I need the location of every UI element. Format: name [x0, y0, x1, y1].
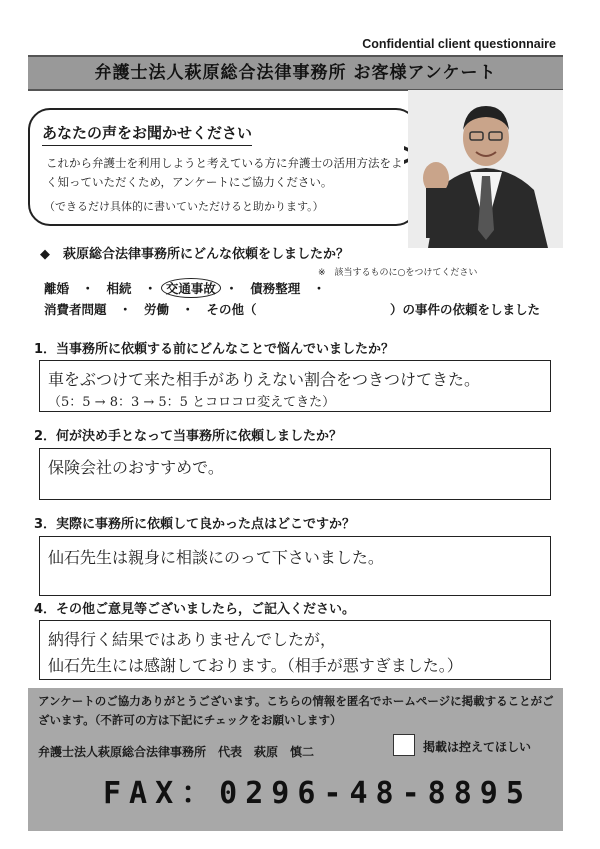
circle-hint: ※ 該当するものに○をつけてください [318, 268, 478, 278]
page-title: 弁護士法人萩原総合法律事務所 お客様アンケート [94, 63, 497, 83]
service-options-row1 [44, 278, 325, 298]
answer-box-3[interactable] [39, 536, 551, 596]
lawyer-photo [408, 90, 563, 248]
title-bar [28, 55, 563, 91]
intro-body: これから弁護士を利用しようと考えている方に弁護士の活用方法をよく知っていただくため，アンケートにご協力ください。 [46, 156, 403, 189]
answer-box-1[interactable] [39, 360, 551, 412]
answer-3-line1: 仙石先生は親身に相談にのって下さいました。 [48, 548, 384, 567]
service-options-row2: 消費者問題 ・ 労働 ・ その他（ [44, 302, 257, 317]
fax-number: FAX：0296-48-8895 [103, 776, 532, 811]
confidential-label: Confidential client questionnaire [362, 37, 556, 51]
person-icon [408, 90, 563, 248]
service-question: ◆ 萩原総合法律事務所にどんな依頼をしましたか？ [40, 247, 349, 262]
answer-box-2[interactable] [39, 448, 551, 500]
question-3: 3．実際に事務所に依頼して良かった点はどこですか？ [34, 517, 356, 532]
answer-1-line2: （5：5 → 8：3 → 5：5 とコロコロ変えてきた） [48, 395, 336, 410]
question-4: 4．その他ご意見等ございましたら，ご記入ください。 [34, 602, 356, 617]
question-2: 2．何が決め手となって当事務所に依頼しましたか？ [34, 429, 343, 444]
answer-4-line2: 仙石先生には感謝しております。（相手が悪すぎました。） [48, 656, 463, 675]
option-group-1: 離婚 ・ 相続 ・ [44, 281, 157, 296]
firm-representative: 弁護士法人萩原総合法律事務所 代表 萩原 慎二 [38, 745, 315, 759]
option-group-2: ・ 債務整理 ・ [225, 281, 326, 296]
selected-option-traffic[interactable]: 交通事故 [161, 278, 221, 298]
answer-box-4[interactable] [39, 620, 551, 680]
answer-2-line1: 保険会社のおすすめで。 [48, 458, 224, 477]
intro-note: （できるだけ具体的に書いていただけると助かります。） [44, 200, 324, 213]
no-publish-label: 掲載は控えてほしい [423, 740, 532, 754]
intro-heading: あなたの声をお聞かせください [42, 122, 252, 146]
service-suffix: ）の事件の依頼をしました [390, 302, 541, 317]
answer-4-line1: 納得行く結果ではありませんでしたが， [48, 630, 337, 649]
footer-panel [28, 688, 563, 831]
speech-bubble [28, 108, 418, 226]
no-publish-checkbox[interactable] [393, 734, 415, 756]
question-1: 1．当事務所に依頼する前にどんなことで悩んでいましたか？ [34, 342, 395, 357]
answer-1-line1: 車をぶつけて来た相手がありえない割合をつきつけてきた。 [48, 370, 481, 389]
footer-thanks: アンケートのご協力ありがとうございます。こちらの情報を匿名でホームページに掲載することがございます。（不許可の方は下記にチェックをお願いします） [38, 694, 554, 727]
